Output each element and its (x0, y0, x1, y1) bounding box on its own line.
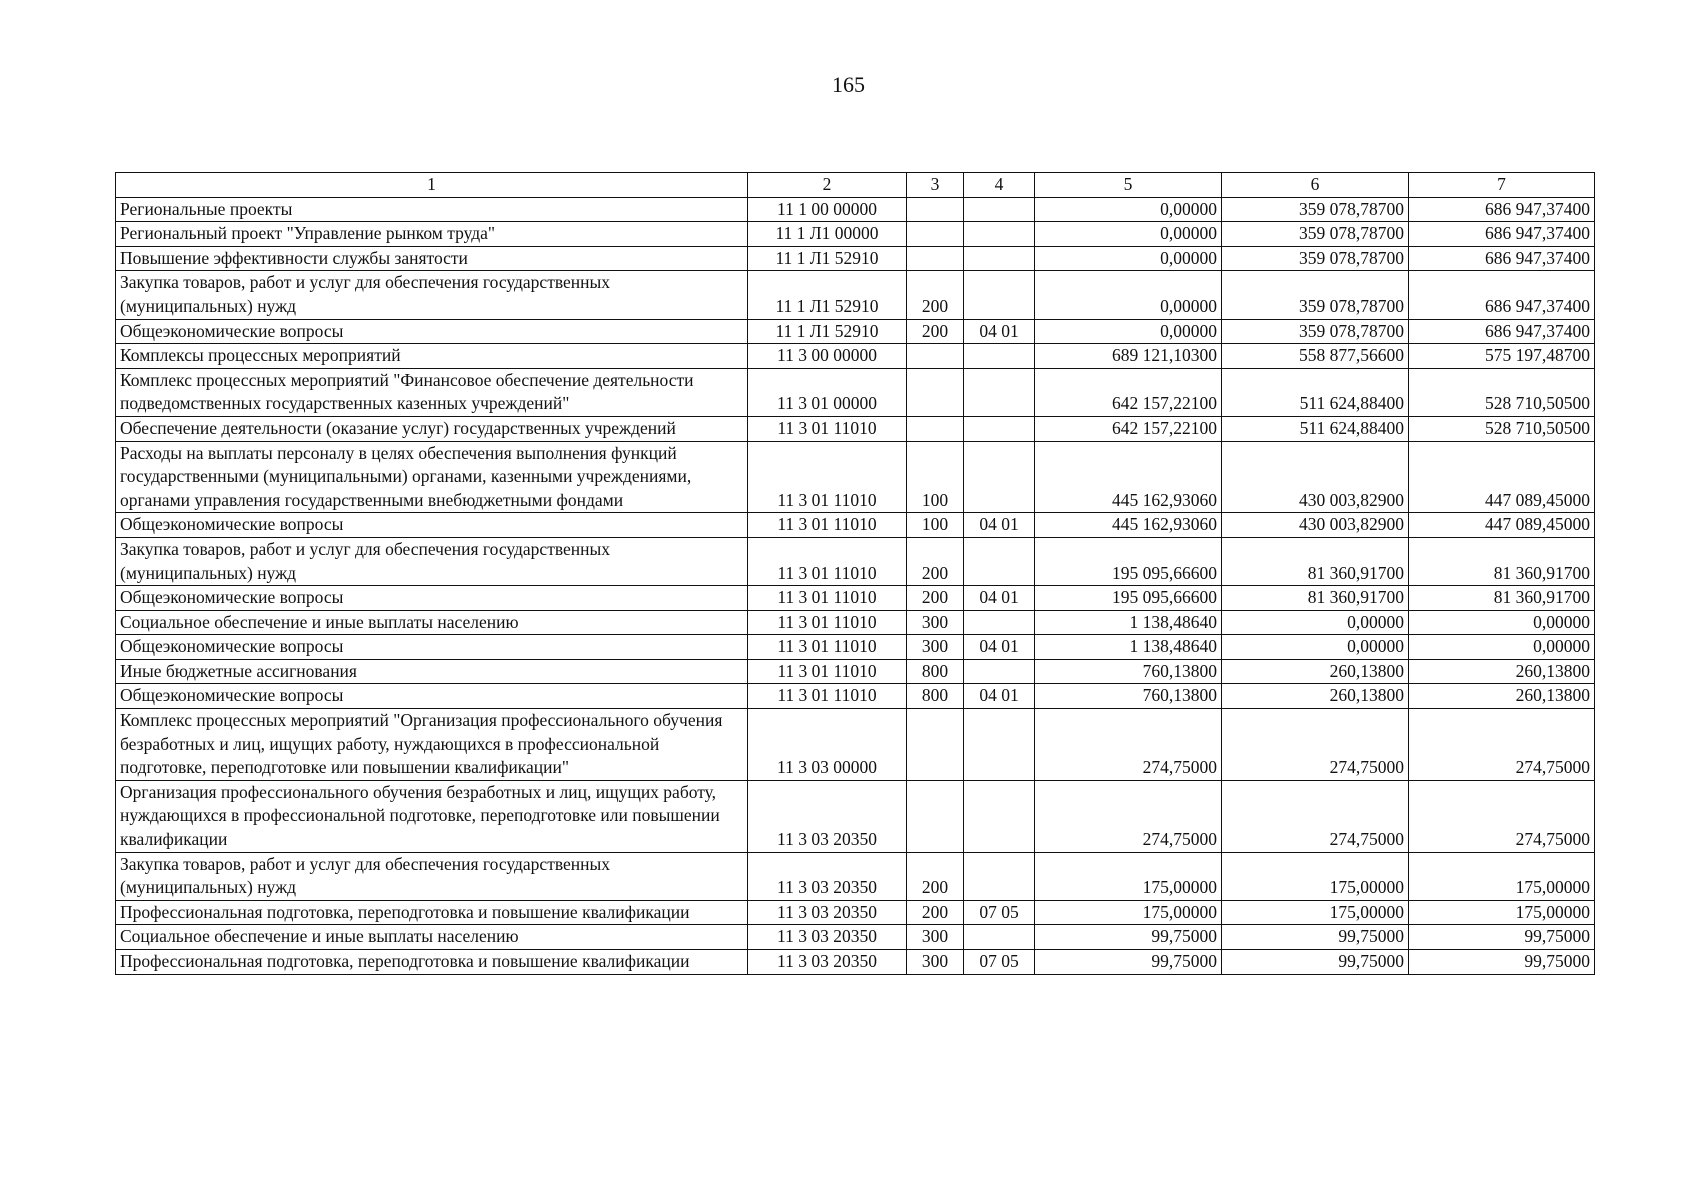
item-name: Расходы на выплаты персоналу в целях обеспечения выполнения функций государственными (муниципальными) органами, казенными учреждениями, органами управления государственными внебюджетными фондами (116, 441, 748, 513)
expense-type-code: 200 (907, 271, 964, 319)
item-name: Региональные проекты (116, 197, 748, 222)
section-code: 07 05 (964, 900, 1035, 925)
amount-col5: 642 157,22100 (1035, 416, 1222, 441)
column-header: 2 (748, 173, 907, 198)
amount-col7: 0,00000 (1409, 610, 1595, 635)
expense-type-code (907, 197, 964, 222)
amount-col7: 528 710,50500 (1409, 416, 1595, 441)
item-name: Комплексы процессных мероприятий (116, 344, 748, 369)
section-code (964, 271, 1035, 319)
target-article-code: 11 3 01 11010 (748, 441, 907, 513)
amount-col6: 274,75000 (1222, 709, 1409, 781)
table-row (116, 441, 1595, 513)
item-name: Закупка товаров, работ и услуг для обеспечения государственных (муниципальных) нужд (116, 537, 748, 585)
section-code (964, 709, 1035, 781)
table-row (116, 684, 1595, 709)
table-row (116, 586, 1595, 611)
amount-col6: 260,13800 (1222, 684, 1409, 709)
target-article-code: 11 1 00 00000 (748, 197, 907, 222)
expense-type-code (907, 709, 964, 781)
amount-col6: 511 624,88400 (1222, 368, 1409, 416)
amount-col6: 81 360,91700 (1222, 586, 1409, 611)
item-name: Иные бюджетные ассигнования (116, 659, 748, 684)
amount-col5: 445 162,93060 (1035, 441, 1222, 513)
target-article-code: 11 3 01 11010 (748, 659, 907, 684)
item-name: Общеэкономические вопросы (116, 684, 748, 709)
target-article-code: 11 3 03 20350 (748, 780, 907, 852)
table-row (116, 709, 1595, 781)
target-article-code: 11 1 Л1 52910 (748, 271, 907, 319)
table-row (116, 635, 1595, 660)
target-article-code: 11 3 01 11010 (748, 537, 907, 585)
amount-col7: 686 947,37400 (1409, 197, 1595, 222)
target-article-code: 11 3 01 11010 (748, 416, 907, 441)
column-header: 4 (964, 173, 1035, 198)
item-name: Общеэкономические вопросы (116, 635, 748, 660)
amount-col7: 274,75000 (1409, 780, 1595, 852)
section-code: 04 01 (964, 319, 1035, 344)
header-row (116, 173, 1595, 198)
item-name: Закупка товаров, работ и услуг для обеспечения государственных (муниципальных) нужд (116, 271, 748, 319)
amount-col6: 99,75000 (1222, 950, 1409, 975)
item-name: Социальное обеспечение и иные выплаты населению (116, 925, 748, 950)
amount-col5: 274,75000 (1035, 709, 1222, 781)
amount-col7: 447 089,45000 (1409, 513, 1595, 538)
table-row (116, 222, 1595, 247)
section-code (964, 537, 1035, 585)
amount-col5: 689 121,10300 (1035, 344, 1222, 369)
amount-col5: 195 095,66600 (1035, 586, 1222, 611)
section-code (964, 344, 1035, 369)
amount-col7: 274,75000 (1409, 709, 1595, 781)
amount-col6: 430 003,82900 (1222, 441, 1409, 513)
table-row (116, 659, 1595, 684)
amount-col7: 686 947,37400 (1409, 222, 1595, 247)
amount-col5: 99,75000 (1035, 950, 1222, 975)
table-row (116, 950, 1595, 975)
section-code: 07 05 (964, 950, 1035, 975)
section-code (964, 610, 1035, 635)
expense-type-code: 800 (907, 659, 964, 684)
amount-col7: 175,00000 (1409, 852, 1595, 900)
expense-type-code: 100 (907, 441, 964, 513)
section-code (964, 780, 1035, 852)
item-name: Общеэкономические вопросы (116, 513, 748, 538)
expense-type-code: 300 (907, 610, 964, 635)
expense-type-code (907, 416, 964, 441)
expense-type-code: 200 (907, 537, 964, 585)
amount-col5: 760,13800 (1035, 659, 1222, 684)
amount-col5: 99,75000 (1035, 925, 1222, 950)
target-article-code: 11 3 00 00000 (748, 344, 907, 369)
target-article-code: 11 3 01 11010 (748, 684, 907, 709)
amount-col5: 0,00000 (1035, 222, 1222, 247)
table-row (116, 852, 1595, 900)
item-name: Региональный проект "Управление рынком труда" (116, 222, 748, 247)
amount-col7: 260,13800 (1409, 659, 1595, 684)
amount-col6: 175,00000 (1222, 900, 1409, 925)
item-name: Общеэкономические вопросы (116, 319, 748, 344)
item-name: Социальное обеспечение и иные выплаты населению (116, 610, 748, 635)
section-code (964, 659, 1035, 684)
table-row (116, 537, 1595, 585)
expense-type-code: 300 (907, 925, 964, 950)
target-article-code: 11 1 Л1 00000 (748, 222, 907, 247)
column-header: 7 (1409, 173, 1595, 198)
section-code (964, 441, 1035, 513)
table-row (116, 925, 1595, 950)
amount-col6: 260,13800 (1222, 659, 1409, 684)
column-header: 5 (1035, 173, 1222, 198)
expense-type-code: 200 (907, 852, 964, 900)
amount-col6: 430 003,82900 (1222, 513, 1409, 538)
amount-col6: 274,75000 (1222, 780, 1409, 852)
item-name: Общеэкономические вопросы (116, 586, 748, 611)
amount-col6: 0,00000 (1222, 635, 1409, 660)
amount-col7: 260,13800 (1409, 684, 1595, 709)
column-header: 3 (907, 173, 964, 198)
table-row (116, 368, 1595, 416)
table-row (116, 780, 1595, 852)
budget-table (115, 172, 1595, 975)
amount-col7: 175,00000 (1409, 900, 1595, 925)
section-code: 04 01 (964, 684, 1035, 709)
amount-col7: 99,75000 (1409, 925, 1595, 950)
target-article-code: 11 3 03 20350 (748, 900, 907, 925)
amount-col7: 447 089,45000 (1409, 441, 1595, 513)
item-name: Повышение эффективности службы занятости (116, 246, 748, 271)
amount-col7: 686 947,37400 (1409, 246, 1595, 271)
expense-type-code: 200 (907, 319, 964, 344)
amount-col6: 359 078,78700 (1222, 222, 1409, 247)
expense-type-code (907, 344, 964, 369)
amount-col7: 686 947,37400 (1409, 319, 1595, 344)
item-name: Профессиональная подготовка, переподготовка и повышение квалификации (116, 950, 748, 975)
amount-col6: 511 624,88400 (1222, 416, 1409, 441)
target-article-code: 11 3 01 11010 (748, 610, 907, 635)
target-article-code: 11 3 01 00000 (748, 368, 907, 416)
amount-col7: 99,75000 (1409, 950, 1595, 975)
amount-col6: 359 078,78700 (1222, 319, 1409, 344)
amount-col5: 195 095,66600 (1035, 537, 1222, 585)
amount-col5: 274,75000 (1035, 780, 1222, 852)
amount-col5: 445 162,93060 (1035, 513, 1222, 538)
amount-col6: 359 078,78700 (1222, 197, 1409, 222)
item-name: Комплекс процессных мероприятий "Финансовое обеспечение деятельности подведомственных государственных казенных учреждений" (116, 368, 748, 416)
amount-col7: 528 710,50500 (1409, 368, 1595, 416)
target-article-code: 11 3 01 11010 (748, 635, 907, 660)
section-code (964, 416, 1035, 441)
item-name: Профессиональная подготовка, переподготовка и повышение квалификации (116, 900, 748, 925)
column-header: 1 (116, 173, 748, 198)
target-article-code: 11 1 Л1 52910 (748, 319, 907, 344)
expense-type-code: 200 (907, 586, 964, 611)
table-row (116, 319, 1595, 344)
amount-col5: 1 138,48640 (1035, 635, 1222, 660)
expense-type-code: 100 (907, 513, 964, 538)
amount-col5: 642 157,22100 (1035, 368, 1222, 416)
section-code (964, 222, 1035, 247)
item-name: Обеспечение деятельности (оказание услуг) государственных учреждений (116, 416, 748, 441)
table-row (116, 416, 1595, 441)
expense-type-code (907, 246, 964, 271)
expense-type-code (907, 368, 964, 416)
amount-col6: 175,00000 (1222, 852, 1409, 900)
amount-col6: 558 877,56600 (1222, 344, 1409, 369)
amount-col7: 81 360,91700 (1409, 537, 1595, 585)
target-article-code: 11 3 03 00000 (748, 709, 907, 781)
amount-col6: 0,00000 (1222, 610, 1409, 635)
table-row (116, 610, 1595, 635)
item-name: Закупка товаров, работ и услуг для обеспечения государственных (муниципальных) нужд (116, 852, 748, 900)
target-article-code: 11 3 03 20350 (748, 950, 907, 975)
target-article-code: 11 3 03 20350 (748, 925, 907, 950)
expense-type-code (907, 222, 964, 247)
page-number: 165 (832, 72, 865, 97)
section-code (964, 246, 1035, 271)
target-article-code: 11 3 03 20350 (748, 852, 907, 900)
amount-col5: 760,13800 (1035, 684, 1222, 709)
section-code (964, 368, 1035, 416)
amount-col6: 99,75000 (1222, 925, 1409, 950)
table-row (116, 271, 1595, 319)
column-header: 6 (1222, 173, 1409, 198)
target-article-code: 11 3 01 11010 (748, 586, 907, 611)
amount-col5: 0,00000 (1035, 271, 1222, 319)
expense-type-code (907, 780, 964, 852)
section-code (964, 925, 1035, 950)
amount-col5: 175,00000 (1035, 852, 1222, 900)
table-row (116, 246, 1595, 271)
amount-col5: 0,00000 (1035, 197, 1222, 222)
amount-col5: 0,00000 (1035, 246, 1222, 271)
target-article-code: 11 1 Л1 52910 (748, 246, 907, 271)
amount-col5: 0,00000 (1035, 319, 1222, 344)
table-row (116, 197, 1595, 222)
section-code (964, 197, 1035, 222)
amount-col6: 81 360,91700 (1222, 537, 1409, 585)
amount-col7: 0,00000 (1409, 635, 1595, 660)
target-article-code: 11 3 01 11010 (748, 513, 907, 538)
amount-col7: 575 197,48700 (1409, 344, 1595, 369)
amount-col5: 1 138,48640 (1035, 610, 1222, 635)
table-row (116, 900, 1595, 925)
section-code (964, 852, 1035, 900)
expense-type-code: 300 (907, 950, 964, 975)
amount-col7: 686 947,37400 (1409, 271, 1595, 319)
amount-col6: 359 078,78700 (1222, 246, 1409, 271)
amount-col6: 359 078,78700 (1222, 271, 1409, 319)
table-row (116, 513, 1595, 538)
section-code: 04 01 (964, 586, 1035, 611)
item-name: Организация профессионального обучения безработных и лиц, ищущих работу, нуждающихся в профессиональной подготовке, переподготовке или повышении квалификации (116, 780, 748, 852)
item-name: Комплекс процессных мероприятий "Организация профессионального обучения безработных и лиц, ищущих работу, нуждающихся в профессиональной подготовке, переподготовке или повышении квалификации" (116, 709, 748, 781)
expense-type-code: 200 (907, 900, 964, 925)
amount-col5: 175,00000 (1035, 900, 1222, 925)
section-code: 04 01 (964, 635, 1035, 660)
amount-col7: 81 360,91700 (1409, 586, 1595, 611)
section-code: 04 01 (964, 513, 1035, 538)
expense-type-code: 300 (907, 635, 964, 660)
expense-type-code: 800 (907, 684, 964, 709)
table-row (116, 344, 1595, 369)
